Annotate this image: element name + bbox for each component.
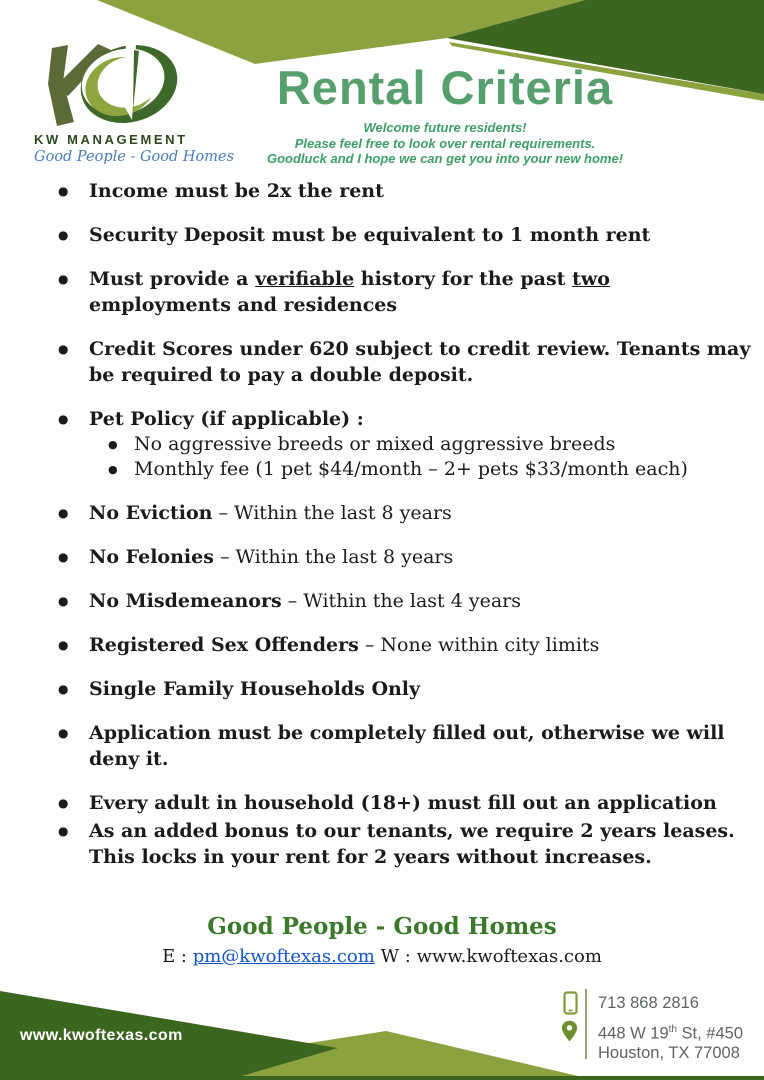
text-line (89, 292, 746, 318)
map-pin-icon (561, 1020, 578, 1042)
text-line (89, 406, 746, 432)
text-segment: This locks in your rent for 2 years without increases. (89, 846, 652, 868)
criteria-item (56, 818, 746, 870)
text-segment: Security Deposit must be equivalent to 1 month rent (89, 224, 651, 246)
text-segment: Application must be completely filled out, otherwise we will (89, 722, 725, 744)
mobile-phone-icon (563, 991, 578, 1015)
welcome-line: Goodluck and I hope we can get you into your new home! (266, 151, 624, 166)
welcome-line: Please feel free to look over rental requirements. (294, 135, 596, 151)
criteria-item (56, 676, 746, 702)
text-segment: two (572, 268, 610, 290)
text-line (89, 720, 746, 746)
text-line (89, 588, 746, 614)
email-link[interactable]: pm@kwoftexas.com (192, 946, 375, 967)
criteria-item (56, 588, 746, 614)
text-segment: As an added bonus to our tenants, we require 2 years leases. (89, 820, 735, 842)
text-segment: th (668, 1024, 677, 1035)
text-segment: – Within the last 4 years (281, 590, 521, 612)
criteria-subitem (108, 432, 746, 457)
text-line (89, 844, 746, 870)
bottom-banner-strip (0, 1076, 764, 1080)
text-line (89, 178, 746, 204)
page-title: Rental Criteria (276, 61, 614, 114)
text-line (89, 676, 746, 702)
text-segment: 448 W 19 (598, 1024, 669, 1043)
text-line (134, 432, 746, 457)
criteria-item (56, 544, 746, 570)
text-segment: be required to pay a double deposit. (89, 364, 474, 386)
footer-slogan: Good People - Good Homes (207, 913, 557, 940)
contact-card (558, 986, 758, 1066)
text-segment: Monthly fee (1 pet $44/month – 2+ pets $33/month each) (134, 458, 688, 480)
pet-policy-sublist (89, 432, 746, 482)
text-line (89, 746, 746, 772)
footer-contact-line (0, 946, 764, 967)
contact-divider (585, 989, 587, 1059)
phone-number: 713 868 2816 (598, 994, 699, 1012)
text-segment: Registered Sex Offenders (89, 634, 359, 656)
criteria-item (56, 500, 746, 526)
text-segment: verifiable (255, 268, 355, 290)
text-segment: Credit Scores under 620 subject to credit review. Tenants may (89, 338, 751, 360)
text-segment: Must provide a (89, 268, 256, 290)
text-segment: No Misdemeanors (89, 590, 282, 612)
text-segment: No Felonies (89, 546, 214, 568)
brand-tagline: Good People - Good Homes (34, 149, 235, 165)
text-segment: No Eviction (89, 502, 213, 524)
welcome-message (120, 120, 764, 167)
text-segment: E : (162, 946, 193, 967)
text-segment: St, #450 (676, 1024, 744, 1043)
criteria-item (56, 406, 746, 482)
text-segment: Every adult in household (18+) must fill out an application (89, 792, 717, 814)
address-line-1 (598, 1024, 743, 1044)
criteria-item (56, 790, 746, 816)
text-line (134, 457, 746, 482)
text-line (89, 222, 746, 248)
header (120, 61, 764, 167)
banner-website-text: www.kwoftexas.com (20, 1027, 183, 1044)
text-line (89, 818, 746, 844)
criteria-subitem (108, 457, 746, 482)
text-segment: – Within the last 8 years (213, 546, 454, 568)
text-segment: Pet Policy (if applicable) : (89, 408, 364, 430)
text-line (89, 362, 746, 388)
criteria-list (56, 178, 751, 888)
text-segment: No aggressive breeds or mixed aggressive breeds (134, 433, 616, 455)
text-segment: Single Family Households Only (89, 678, 421, 700)
text-segment: – Within the last 8 years (212, 502, 452, 524)
text-segment: deny it. (89, 748, 169, 770)
text-segment: employments and residences (89, 294, 398, 316)
text-segment: W : www.kwoftexas.com (374, 946, 602, 967)
text-segment: – None within city limits (358, 634, 600, 656)
address-line-2: Houston, TX 77008 (598, 1044, 740, 1062)
text-segment: history for the past (354, 268, 573, 290)
brand-name: KW MANAGEMENT (34, 132, 188, 147)
text-line (89, 266, 746, 292)
welcome-line: Welcome future residents! (363, 120, 527, 135)
criteria-item (56, 632, 746, 658)
text-line (89, 500, 746, 526)
criteria-item (56, 178, 746, 204)
text-segment: Income must be 2x the rent (89, 180, 384, 202)
criteria-item (56, 266, 746, 318)
text-line (89, 632, 746, 658)
text-line (89, 544, 746, 570)
criteria-item (56, 222, 746, 248)
criteria-item (56, 720, 746, 772)
text-line (89, 336, 751, 362)
criteria-item (56, 336, 751, 388)
text-line (89, 790, 746, 816)
